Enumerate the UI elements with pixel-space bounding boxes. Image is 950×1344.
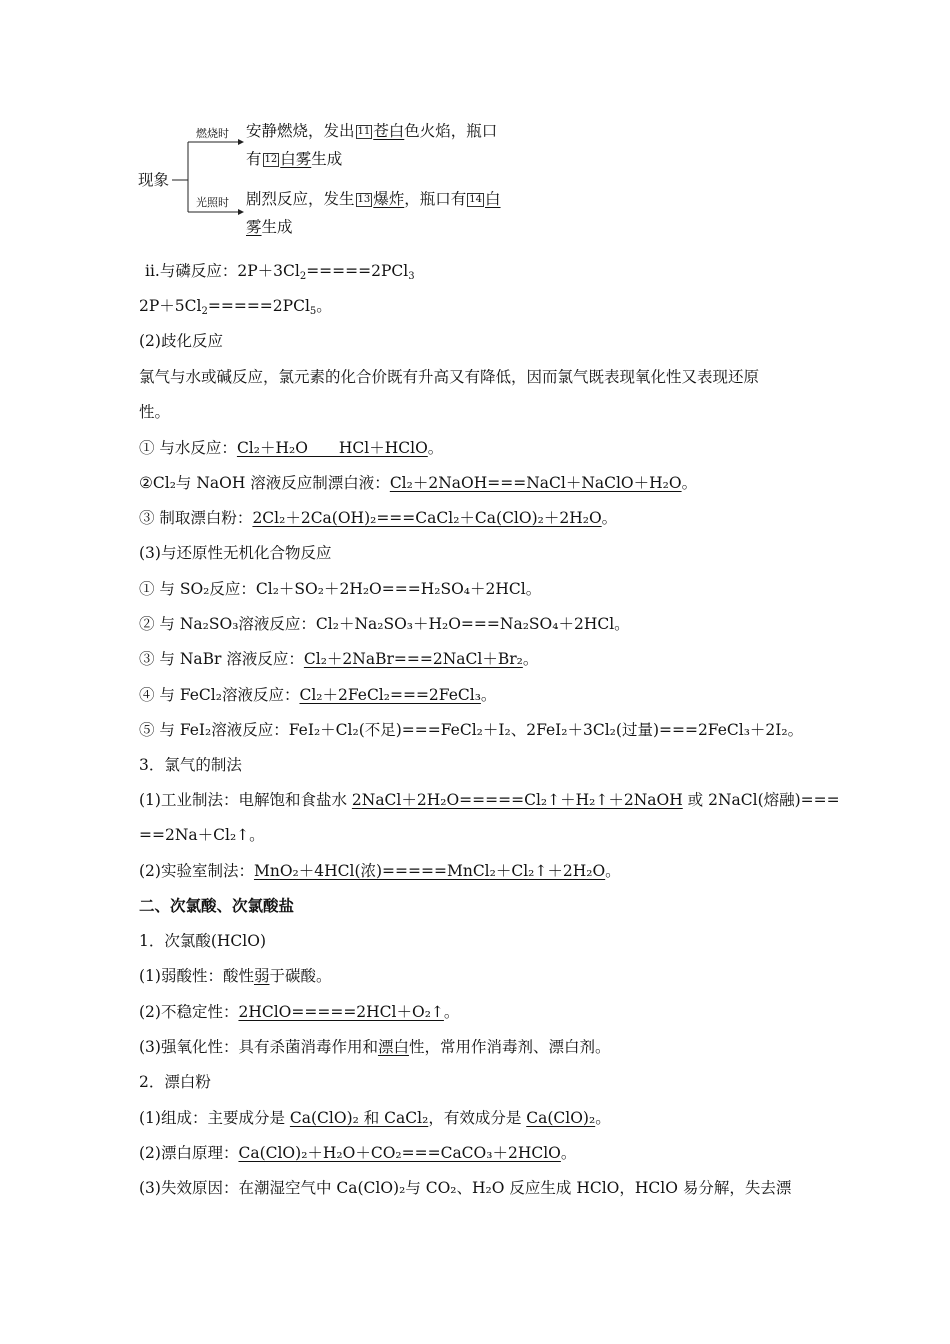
section-disproportionation: (2)歧化反应 <box>139 332 223 350</box>
text: 。 <box>427 439 444 457</box>
text: 安静燃烧，发出 <box>246 122 355 140</box>
text: 。 <box>443 1003 460 1021</box>
answer-text: 2HClO=====2HCl＋O₂↑ <box>238 1003 444 1021</box>
industrial-method <box>139 789 840 811</box>
text: 。 <box>316 297 332 315</box>
reaction-bleaching-powder <box>139 507 617 529</box>
text: (2)实验室制法： <box>139 862 254 880</box>
line-phosphorus-2: $2P+5Cl_2=====2PCl_5$。 <box>139 297 332 317</box>
bleaching-principle <box>139 1142 576 1164</box>
answer-text: 白 <box>485 190 501 208</box>
subsection-hclo: 1．次氯酸(HClO) <box>139 932 266 950</box>
text: ，瓶口有 <box>404 190 467 208</box>
weak-acidity <box>139 965 332 987</box>
industrial-method-cont: ==2Na＋Cl₂↑。 <box>139 826 265 844</box>
instability <box>139 1001 459 1023</box>
answer-text: Ca(ClO)₂ 和 CaCl₂ <box>289 1109 429 1127</box>
section-heading-hypochlorous: 二、次氯酸、次氯酸盐 <box>139 896 295 915</box>
answer-box: 14 <box>469 194 483 205</box>
text: ②Cl₂与 NaOH 溶液反应制漂白液： <box>139 474 390 492</box>
lab-method <box>139 860 621 882</box>
branch-label-burning: 燃烧时 <box>196 127 229 140</box>
strong-oxidation <box>139 1036 611 1058</box>
text: 。 <box>605 862 621 880</box>
text: =====2PCl <box>306 262 409 280</box>
text: 或 2NaCl(熔融)=== <box>682 791 840 809</box>
diagram-root: 现象 <box>138 171 170 189</box>
answer-text: MnO₂＋4HCl(浓)=====MnCl₂＋Cl₂↑＋2H₂O <box>253 862 606 880</box>
answer-text: Cl₂＋2NaOH===NaCl＋NaClO＋H₂O <box>389 474 682 492</box>
text: 。 <box>601 509 618 527</box>
subsection-bleaching-powder: 2．漂白粉 <box>139 1073 211 1091</box>
answer-text: 雾 <box>246 218 262 236</box>
text: (1)工业制法：电解饱和食盐水 <box>139 791 352 809</box>
answer-text: 2Cl₂＋2Ca(OH)₂===CaCl₂＋Ca(ClO)₂＋2H₂O <box>252 509 602 527</box>
text: 生成 <box>261 218 293 236</box>
answer-text: 2NaCl＋2H₂O=====Cl₂↑＋H₂↑＋2NaOH <box>351 791 683 809</box>
text: ③ 制取漂白粉： <box>139 509 253 527</box>
text: ⅱ.与磷反应：2P＋3Cl <box>145 262 300 280</box>
answer-box: 12 <box>264 154 278 165</box>
reaction-na2so3: ② 与 Na₂SO₃溶液反应：Cl₂＋Na₂SO₃＋H₂O===Na₂SO₄＋2HCl。 <box>139 615 630 633</box>
branch1-line2 <box>246 148 342 170</box>
answer-box: 13 <box>357 194 371 205</box>
text: 性，常用作消毒剂、漂白剂。 <box>408 1038 611 1056</box>
reaction-naoh <box>139 472 697 494</box>
answer-text: 白雾 <box>280 150 312 168</box>
reaction-fecl2 <box>139 684 496 706</box>
line-phosphorus-1: ⅱ.与磷反应：$2P+3Cl_2=====2PCl_3$ <box>145 262 415 282</box>
text: (1)弱酸性：酸性 <box>139 967 254 985</box>
text: 色火焰，瓶口 <box>404 122 498 140</box>
text: ④ 与 FeCl₂溶液反应： <box>139 686 300 704</box>
section-chlorine-preparation: 3．氯气的制法 <box>139 756 242 774</box>
branch2-line1 <box>246 188 501 210</box>
reaction-so2: ① 与 SO₂反应：Cl₂＋SO₂＋2H₂O===H₂SO₄＋2HCl。 <box>139 580 542 598</box>
text: 。 <box>595 1109 611 1127</box>
answer-text: Cl₂＋H₂O HCl＋HClO <box>236 439 428 457</box>
text: 。 <box>480 686 497 704</box>
text: (1)组成：主要成分是 <box>139 1109 290 1127</box>
answer-text: 弱 <box>253 967 270 985</box>
text: ，有效成分是 <box>428 1109 527 1127</box>
text: 2P＋5Cl <box>139 297 202 315</box>
text: (3)强氧化性：具有杀菌消毒作用和 <box>139 1038 378 1056</box>
answer-text: Cl₂＋2NaBr===2NaCl＋Br₂ <box>303 650 523 668</box>
branch1-line1 <box>246 120 497 142</box>
answer-text: Ca(ClO)₂＋H₂O＋CO₂===CaCO₃＋2HClO <box>238 1144 561 1162</box>
text: ③ 与 NaBr 溶液反应： <box>139 650 304 668</box>
composition <box>139 1107 611 1129</box>
text: =====2PCl <box>207 297 310 315</box>
answer-box: 11 <box>357 126 371 137</box>
text: (2)不稳定性： <box>139 1003 239 1021</box>
answer-text: 爆炸 <box>373 190 405 208</box>
text: 于碳酸。 <box>269 967 332 985</box>
text: ① 与水反应： <box>139 439 237 457</box>
answer-text: 漂白 <box>377 1038 409 1056</box>
failure-reason: (3)失效原因：在潮湿空气中 Ca(ClO)₂与 CO₂、H₂O 反应生成 HClO，HClO 易分解，失去漂 <box>139 1179 792 1197</box>
answer-text: 苍白 <box>373 122 405 140</box>
text: (2)漂白原理： <box>139 1144 239 1162</box>
branch2-line2 <box>246 216 293 238</box>
reaction-fei2: ⑤ 与 FeI₂溶液反应：FeI₂＋Cl₂(不足)===FeCl₂＋I₂、2FeI₂＋3Cl₂(过量)===2FeCl₃＋2I₂。 <box>139 721 804 739</box>
text: 有 <box>246 150 262 168</box>
answer-text: Ca(ClO)₂ <box>526 1109 596 1127</box>
text: 剧烈反应，发生 <box>246 190 355 208</box>
answer-text: Cl₂＋2FeCl₂===2FeCl₃ <box>299 686 481 704</box>
branch-label-light: 光照时 <box>196 196 229 209</box>
text: 。 <box>560 1144 577 1162</box>
reaction-water <box>139 437 443 459</box>
paragraph-line: 氯气与水或碱反应，氯元素的化合价既有升高又有降低，因而氯气既表现氧化性又表现还原 <box>139 368 760 386</box>
text: 生成 <box>311 150 343 168</box>
paragraph-line: 性。 <box>139 403 171 421</box>
reaction-nabr <box>139 648 538 670</box>
text: 。 <box>522 650 539 668</box>
section-reducing-compounds: (3)与还原性无机化合物反应 <box>139 544 332 562</box>
text: 。 <box>681 474 698 492</box>
